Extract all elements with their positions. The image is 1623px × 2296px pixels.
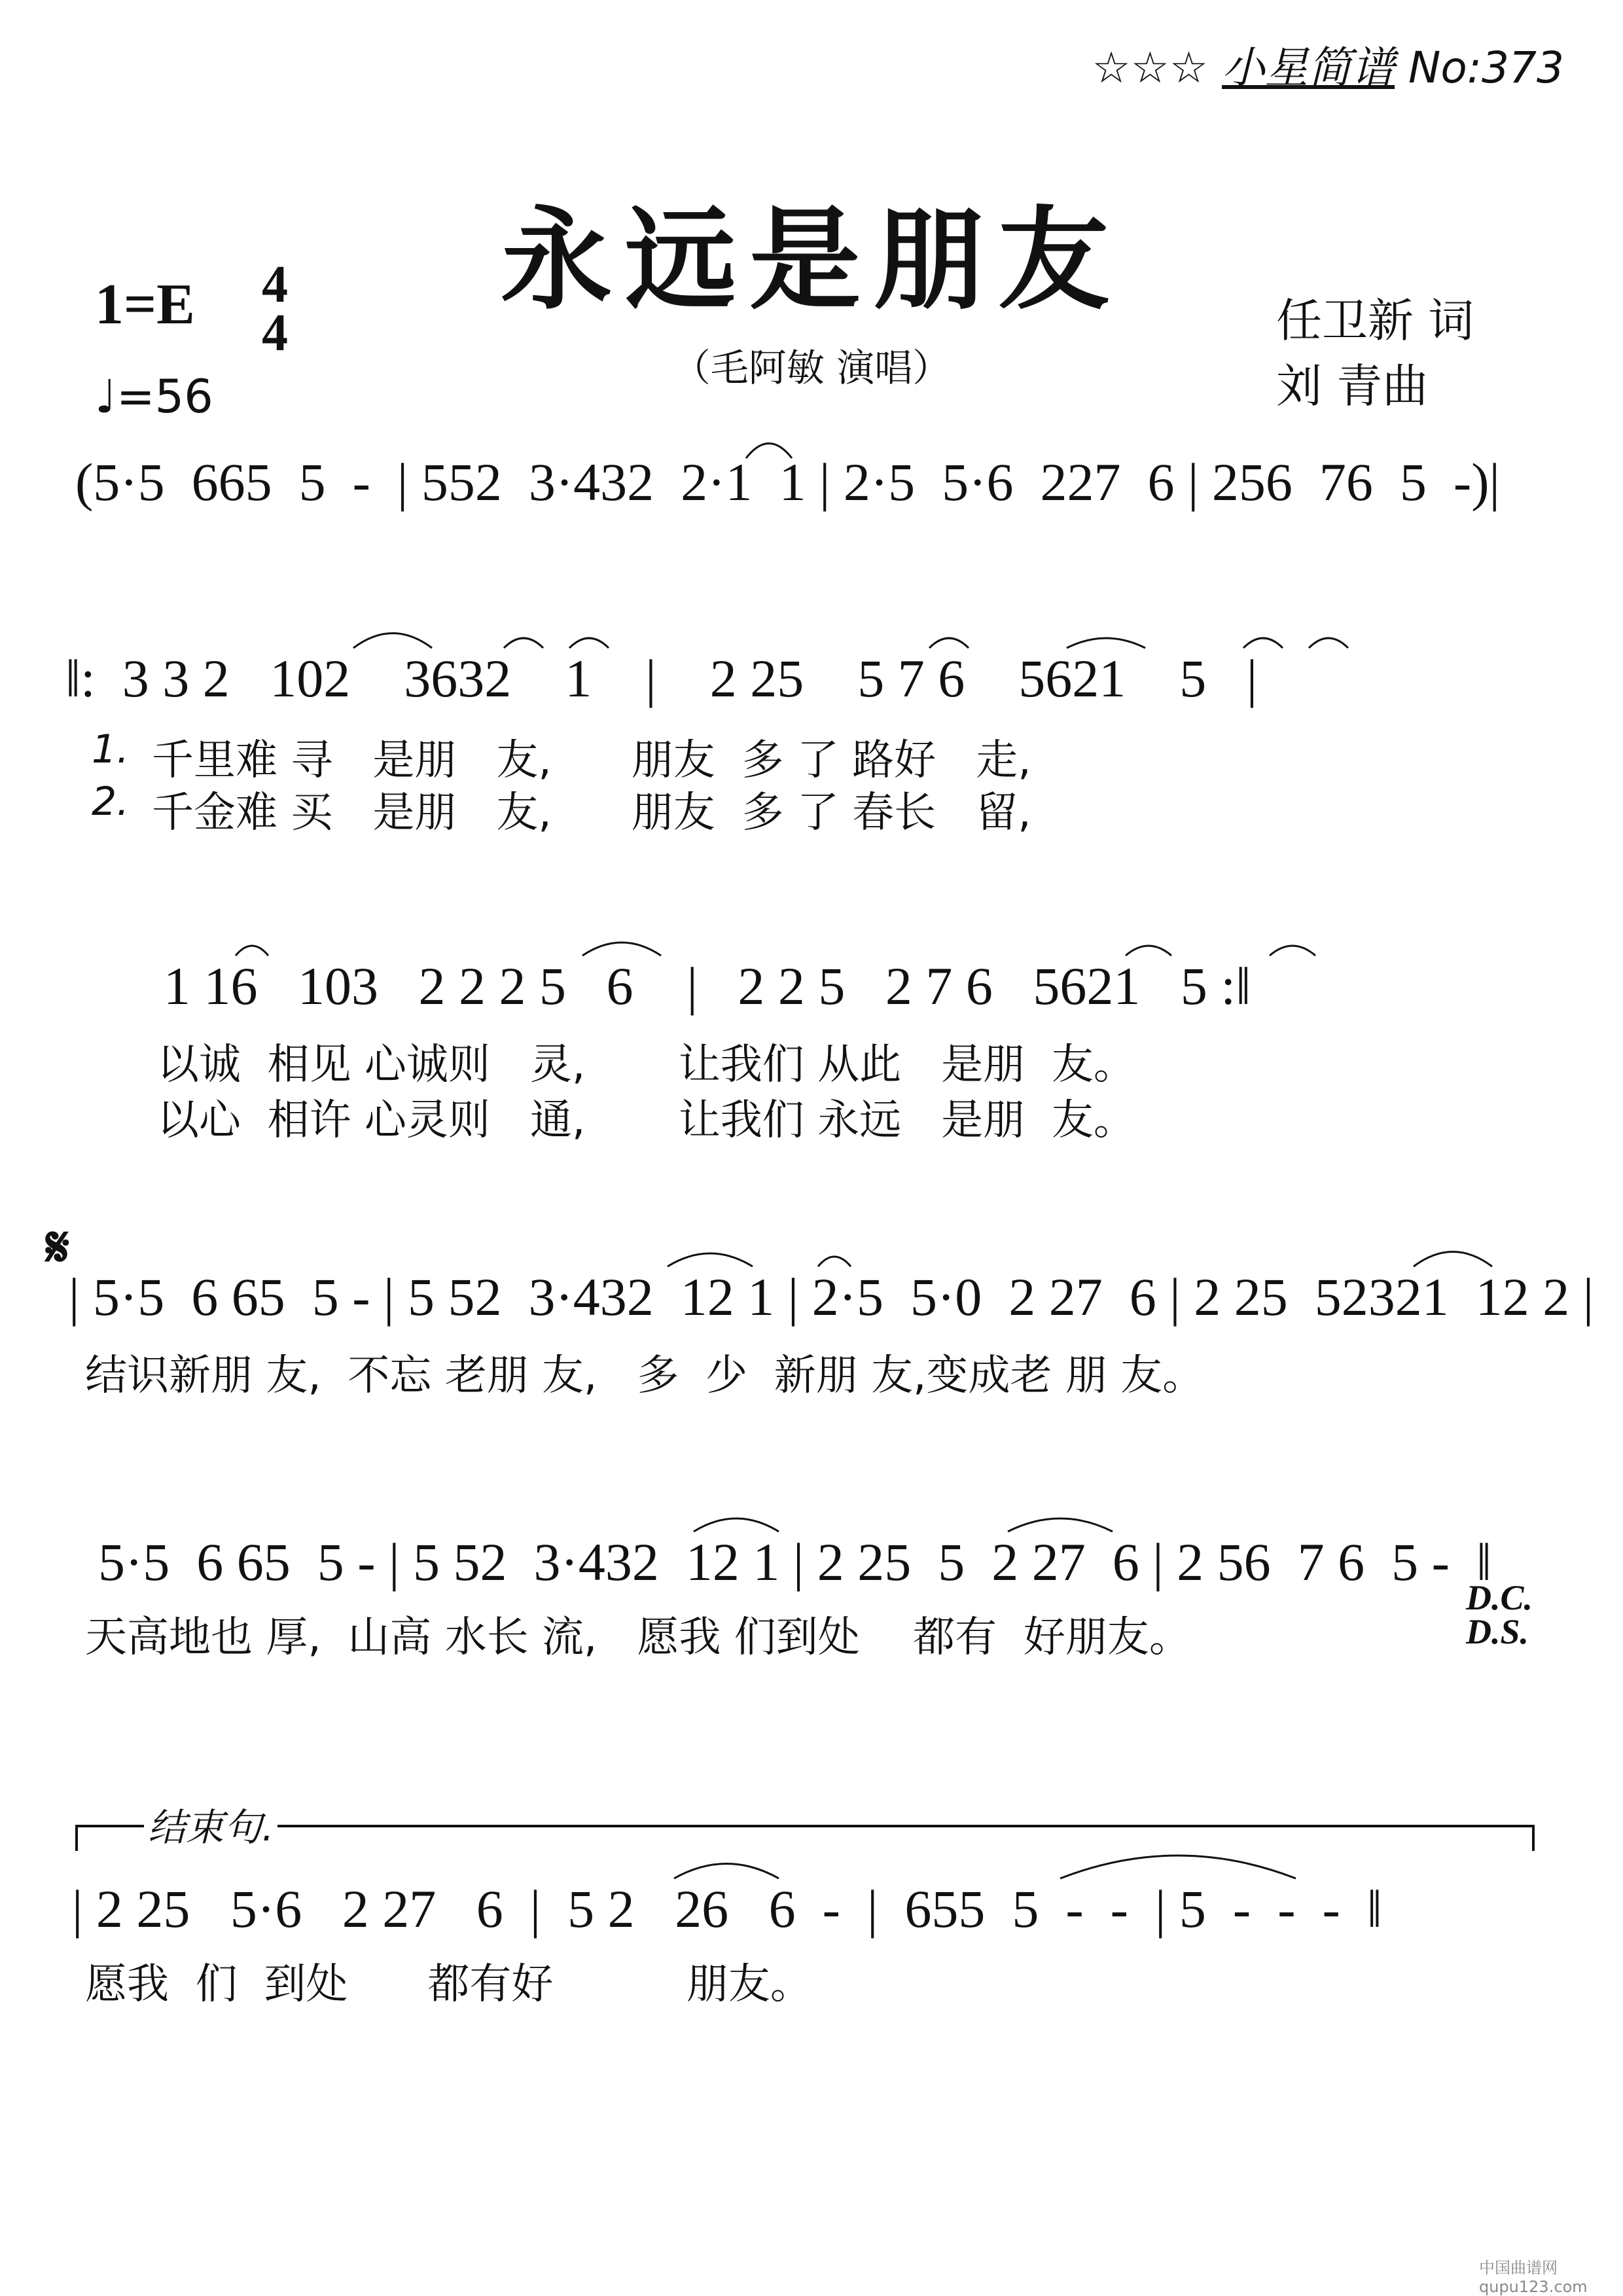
slur-mark bbox=[504, 638, 543, 648]
da-capo: D.C. bbox=[1466, 1578, 1533, 1617]
lyricist-credit: 任卫新 词 bbox=[1276, 294, 1474, 348]
slur-mark bbox=[746, 444, 792, 459]
slur-mark bbox=[582, 942, 661, 956]
slur-mark bbox=[353, 634, 432, 649]
stars-icon: ☆☆☆ bbox=[1092, 43, 1209, 93]
slur-mark bbox=[674, 1864, 779, 1879]
slur-mark bbox=[694, 1518, 779, 1532]
dal-segno: D.S. bbox=[1466, 1612, 1529, 1651]
section2-verse1-lyric: 以诚 相见 心诚则 灵, 让我们 从此 是朋 友。 bbox=[157, 1041, 1135, 1089]
performer: （毛阿敏 演唱） bbox=[672, 346, 951, 390]
slur-mark bbox=[569, 638, 609, 648]
slur-mark bbox=[929, 638, 969, 648]
slur-mark bbox=[668, 1253, 753, 1266]
slur-mark bbox=[818, 1257, 851, 1266]
section3-notes: | 5·5 6 65 5 - | 5 52 3·432 12 1 | 2·5 5·0 2 27 6 | 2 25 52321 12 2 | bbox=[69, 1267, 1594, 1327]
section5-notes: | 2 25 5·6 2 27 6 | 5 2 26 6 - | 655 5 - - | 5 - - - ‖ bbox=[72, 1879, 1382, 1939]
slur-mark bbox=[236, 946, 268, 956]
slur-mark bbox=[1008, 1518, 1113, 1532]
slur-mark bbox=[1309, 638, 1348, 648]
ending-label: 结束句. bbox=[144, 1797, 277, 1852]
slur-mark bbox=[1060, 1856, 1296, 1878]
key-signature: 1=E bbox=[95, 273, 195, 336]
section3-lyric: 结识新朋 友, 不忘 老朋 友, 多 少 新朋 友,变成老 朋 友。 bbox=[85, 1352, 1205, 1400]
segno-icon: 𝄋 bbox=[46, 1214, 70, 1279]
section1-verse1-lyric: 千里难 寻 是朋 友, 朋友 多 了 路好 走, bbox=[152, 736, 1031, 785]
verse1-number: 1. bbox=[92, 726, 130, 772]
section2-notes: 1 16 103 2 2 2 5 6 | 2 2 5 2 7 6 5621 5 :‖ bbox=[164, 956, 1251, 1016]
section4-lyric: 天高地也 厚, 山高 水长 流, 愿我 们到处 都有 好朋友。 bbox=[85, 1613, 1191, 1662]
intro-notes: (5·5 665 5 - | 552 3·432 2·1 1 | 2·5 5·6 227 6 | 256 76 5 -)| bbox=[75, 452, 1500, 512]
section1-notes: ‖: 3 3 2 102 3632 1 | 2 25 5 7 6 5621 5 | bbox=[65, 649, 1258, 708]
section4-notes: 5·5 6 65 5 - | 5 52 3·432 12 1 | 2 25 5 2 27 6 | 2 56 7 6 5 - ‖ bbox=[98, 1532, 1491, 1592]
score-number: No:373 bbox=[1408, 43, 1564, 93]
section1-verse2-lyric: 千金难 买 是朋 友, 朋友 多 了 春长 留, bbox=[152, 789, 1031, 837]
section2-verse2-lyric: 以心 相许 心灵则 通, 让我们 永远 是朋 友。 bbox=[157, 1096, 1135, 1145]
site-name: 小星简谱 bbox=[1222, 43, 1395, 93]
section5-lyric: 愿我 们 到处 都有好 朋友。 bbox=[85, 1960, 812, 2009]
tempo-marking: ♩=56 bbox=[95, 370, 213, 423]
composer-credit: 刘 青曲 bbox=[1276, 359, 1429, 413]
slur-mark bbox=[1126, 946, 1171, 956]
slur-mark bbox=[1270, 946, 1315, 956]
slur-mark bbox=[1414, 1252, 1492, 1267]
song-title: 永远是朋友 bbox=[500, 194, 1122, 325]
slur-mark bbox=[1243, 638, 1283, 648]
slur-mark bbox=[1067, 638, 1145, 648]
time-signature-top: 4 bbox=[262, 256, 288, 314]
verse2-number: 2. bbox=[92, 779, 130, 825]
watermark: 中国曲谱网 qupu123.com bbox=[1479, 2259, 1588, 2296]
time-signature-bottom: 4 bbox=[262, 304, 288, 362]
